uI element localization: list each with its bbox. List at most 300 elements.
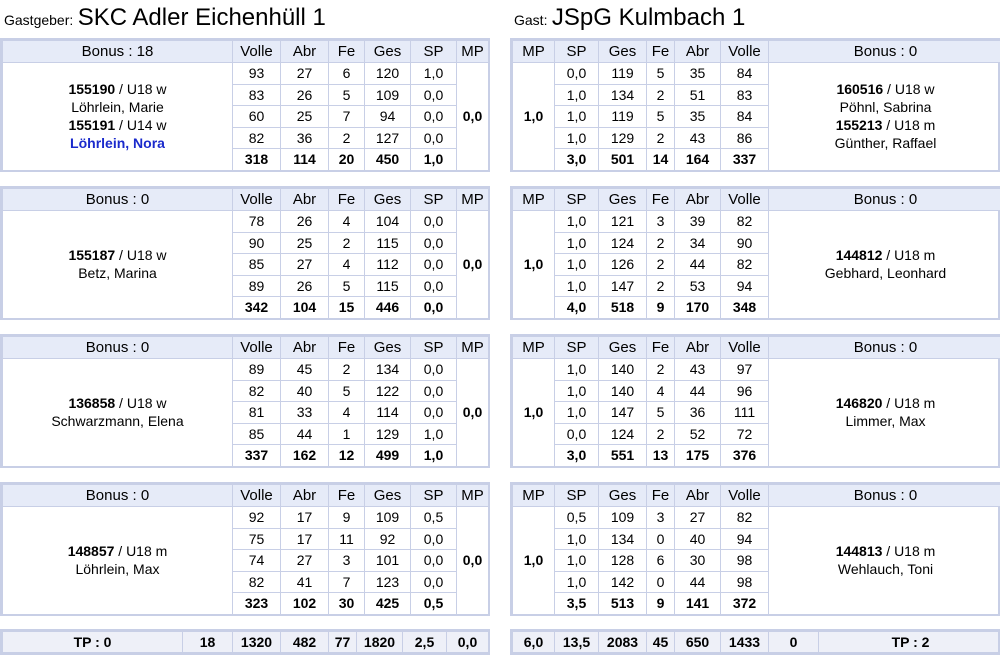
home-bonus: Bonus : 18 (3, 41, 233, 63)
cell-abr: 51 (675, 84, 721, 106)
player-id: 160516 (836, 81, 884, 98)
guest-header-row (513, 337, 1000, 359)
cell-fe: 2 (647, 127, 675, 149)
cell-abr: 170 (675, 297, 721, 319)
cell-volle: 83 (233, 84, 281, 106)
cell-fe: 9 (647, 297, 675, 319)
cell-volle: 96 (721, 380, 769, 402)
cell-volle: 82 (721, 254, 769, 276)
cell-fe: 7 (329, 571, 365, 593)
cell-ges: 499 (365, 445, 411, 467)
guest-player (769, 359, 1000, 467)
cell-volle: 60 (233, 106, 281, 128)
cell-abr: 39 (675, 211, 721, 233)
col-header-volle: Volle (721, 485, 769, 507)
cell-volle: 84 (721, 106, 769, 128)
home-total-fe: 77 (329, 632, 357, 653)
cell-ges: 121 (599, 211, 647, 233)
cell-abr: 45 (281, 359, 329, 381)
cell-sp: 1,0 (555, 127, 599, 149)
guest-bonus: Bonus : 0 (769, 485, 1000, 507)
home-mp: 0,0 (457, 507, 489, 615)
cell-fe: 4 (329, 254, 365, 276)
cell-sp: 0,5 (411, 507, 457, 529)
cell-fe: 0 (647, 528, 675, 550)
cell-ges: 147 (599, 275, 647, 297)
player-id-line (769, 394, 1000, 412)
home-label: Gastgeber: (4, 12, 74, 28)
player-id-line (3, 116, 232, 134)
col-header-mp: MP (513, 485, 555, 507)
player-class: / U18 m (882, 117, 936, 134)
player-name: Günther, Raffael (834, 135, 937, 152)
player-id: 136858 (68, 395, 116, 412)
col-header-mp: MP (513, 189, 555, 211)
cell-ges: 104 (365, 211, 411, 233)
player-name: Löhrlein, Max (75, 561, 160, 578)
cell-abr: 44 (675, 254, 721, 276)
cell-ges: 518 (599, 297, 647, 319)
guest-total-bonus: 0 (769, 632, 819, 653)
cell-abr: 43 (675, 359, 721, 381)
home-block (0, 38, 490, 172)
cell-volle: 90 (721, 232, 769, 254)
col-header-ges: Ges (365, 485, 411, 507)
player-class: / U18 w (115, 81, 167, 98)
cell-fe: 9 (647, 593, 675, 615)
col-header-fe: Fe (647, 41, 675, 63)
cell-abr: 35 (675, 63, 721, 85)
col-header-sp: SP (555, 189, 599, 211)
cell-abr: 17 (281, 507, 329, 529)
cell-sp: 0,0 (411, 380, 457, 402)
cell-fe: 9 (329, 507, 365, 529)
cell-sp: 1,0 (555, 359, 599, 381)
cell-ges: 123 (365, 571, 411, 593)
player-name: Pöhnl, Sabrina (839, 99, 932, 116)
cell-fe: 5 (647, 402, 675, 424)
cell-fe: 5 (647, 106, 675, 128)
player-id: 155213 (835, 117, 883, 134)
player-name: Löhrlein, Nora (70, 135, 165, 152)
home-score-table (2, 484, 489, 615)
cell-abr: 27 (281, 63, 329, 85)
col-header-sp: SP (411, 189, 457, 211)
col-header-ges: Ges (365, 337, 411, 359)
player-id: 155190 (68, 81, 116, 98)
guest-block (510, 186, 1000, 320)
cell-volle: 82 (233, 127, 281, 149)
cell-sp: 1,0 (555, 571, 599, 593)
cell-sp: 1,0 (555, 275, 599, 297)
cell-sp: 1,0 (411, 63, 457, 85)
col-header-volle: Volle (721, 41, 769, 63)
home-bonus: Bonus : 0 (3, 485, 233, 507)
col-header-volle: Volle (233, 485, 281, 507)
cell-fe: 5 (647, 63, 675, 85)
cell-fe: 5 (329, 275, 365, 297)
cell-fe: 6 (647, 550, 675, 572)
cell-fe: 2 (647, 254, 675, 276)
cell-abr: 17 (281, 528, 329, 550)
cell-volle: 81 (233, 402, 281, 424)
guest-mp: 1,0 (513, 359, 555, 467)
guest-block (510, 482, 1000, 616)
cell-fe: 30 (329, 593, 365, 615)
cell-ges: 119 (599, 63, 647, 85)
cell-volle: 85 (233, 254, 281, 276)
home-team-name: SKC Adler Eichenhüll 1 (77, 4, 326, 31)
cell-ges: 134 (365, 359, 411, 381)
cell-abr: 40 (675, 528, 721, 550)
col-header-fe: Fe (647, 189, 675, 211)
cell-abr: 141 (675, 593, 721, 615)
cell-abr: 30 (675, 550, 721, 572)
cell-ges: 109 (365, 507, 411, 529)
cell-ges: 94 (365, 106, 411, 128)
cell-ges: 551 (599, 445, 647, 467)
cell-sp: 3,0 (555, 149, 599, 171)
player-id-line (3, 394, 232, 412)
cell-volle: 89 (233, 359, 281, 381)
cell-volle: 84 (721, 63, 769, 85)
guest-total-abr: 650 (675, 632, 721, 653)
col-header-ges: Ges (599, 337, 647, 359)
cell-sp: 4,0 (555, 297, 599, 319)
col-header-sp: SP (411, 485, 457, 507)
guest-mp: 1,0 (513, 63, 555, 171)
cell-abr: 41 (281, 571, 329, 593)
player-id: 155191 (68, 117, 116, 134)
cell-volle: 82 (721, 211, 769, 233)
cell-sp: 1,0 (555, 254, 599, 276)
cell-volle: 376 (721, 445, 769, 467)
col-header-ges: Ges (365, 41, 411, 63)
lane-row (3, 211, 489, 233)
cell-ges: 513 (599, 593, 647, 615)
home-total-volle: 1320 (233, 632, 281, 653)
player-class: / U18 w (883, 81, 935, 98)
home-score-table (2, 40, 489, 171)
cell-abr: 102 (281, 593, 329, 615)
cell-ges: 450 (365, 149, 411, 171)
cell-fe: 1 (329, 423, 365, 445)
cell-sp: 0,5 (555, 507, 599, 529)
cell-volle: 98 (721, 571, 769, 593)
cell-abr: 162 (281, 445, 329, 467)
player-id-line (769, 116, 1000, 134)
guest-total-ges: 2083 (599, 632, 647, 653)
col-header-volle: Volle (233, 189, 281, 211)
home-mp: 0,0 (457, 63, 489, 171)
home-block (0, 186, 490, 320)
guest-total-fe: 45 (647, 632, 675, 653)
guest-totals (510, 629, 1000, 655)
cell-ges: 140 (599, 359, 647, 381)
cell-fe: 2 (647, 423, 675, 445)
cell-abr: 44 (675, 380, 721, 402)
cell-volle: 372 (721, 593, 769, 615)
home-player (3, 211, 233, 319)
cell-fe: 20 (329, 149, 365, 171)
cell-fe: 12 (329, 445, 365, 467)
col-header-mp: MP (513, 337, 555, 359)
cell-ges: 134 (599, 84, 647, 106)
cell-abr: 26 (281, 275, 329, 297)
player-class: / U18 m (882, 247, 936, 264)
cell-abr: 164 (675, 149, 721, 171)
guest-player (769, 211, 1000, 319)
cell-fe: 2 (647, 275, 675, 297)
cell-volle: 94 (721, 275, 769, 297)
cell-abr: 175 (675, 445, 721, 467)
guest-mp: 1,0 (513, 211, 555, 319)
col-header-fe: Fe (329, 189, 365, 211)
cell-ges: 109 (365, 84, 411, 106)
col-header-sp: SP (411, 337, 457, 359)
cell-fe: 11 (329, 528, 365, 550)
player-class: / U18 m (882, 395, 936, 412)
cell-sp: 0,0 (411, 359, 457, 381)
guest-bonus: Bonus : 0 (769, 41, 1000, 63)
player-id-line (769, 80, 1000, 98)
home-bonus: Bonus : 0 (3, 337, 233, 359)
cell-volle: 97 (721, 359, 769, 381)
cell-sp: 1,0 (555, 550, 599, 572)
cell-ges: 101 (365, 550, 411, 572)
col-header-sp: SP (555, 41, 599, 63)
cell-fe: 2 (329, 127, 365, 149)
cell-ges: 109 (599, 507, 647, 529)
cell-ges: 425 (365, 593, 411, 615)
lane-row (513, 211, 1000, 233)
guest-block (510, 38, 1000, 172)
cell-ges: 122 (365, 380, 411, 402)
col-header-abr: Abr (281, 189, 329, 211)
home-player (3, 507, 233, 615)
col-header-abr: Abr (281, 485, 329, 507)
player-class: / U14 w (115, 117, 167, 134)
cell-volle: 90 (233, 232, 281, 254)
cell-ges: 129 (599, 127, 647, 149)
home-total-mp: 0,0 (447, 632, 489, 653)
cell-abr: 52 (675, 423, 721, 445)
guest-header-row (513, 41, 1000, 63)
cell-abr: 34 (675, 232, 721, 254)
cell-sp: 0,0 (411, 550, 457, 572)
col-header-ges: Ges (599, 485, 647, 507)
cell-ges: 124 (599, 232, 647, 254)
cell-volle: 82 (233, 380, 281, 402)
player-id: 144813 (835, 543, 883, 560)
cell-sp: 1,0 (411, 445, 457, 467)
cell-sp: 1,0 (411, 149, 457, 171)
player-name: Betz, Marina (78, 265, 157, 282)
col-header-ges: Ges (599, 189, 647, 211)
col-header-fe: Fe (647, 485, 675, 507)
cell-volle: 89 (233, 275, 281, 297)
cell-sp: 0,0 (411, 297, 457, 319)
col-header-fe: Fe (329, 485, 365, 507)
guest-bonus: Bonus : 0 (769, 337, 1000, 359)
cell-sp: 1,0 (555, 84, 599, 106)
cell-volle: 82 (233, 571, 281, 593)
cell-fe: 2 (329, 359, 365, 381)
cell-abr: 25 (281, 106, 329, 128)
home-player (3, 63, 233, 171)
cell-fe: 2 (329, 232, 365, 254)
cell-sp: 0,0 (411, 232, 457, 254)
cell-sp: 0,0 (411, 275, 457, 297)
cell-volle: 92 (233, 507, 281, 529)
home-total-abr: 482 (281, 632, 329, 653)
col-header-abr: Abr (675, 485, 721, 507)
player-class: / U18 w (115, 395, 167, 412)
cell-ges: 115 (365, 275, 411, 297)
lane-row (513, 63, 1000, 85)
guest-score-table (512, 40, 1000, 171)
col-header-sp: SP (411, 41, 457, 63)
cell-ges: 120 (365, 63, 411, 85)
col-header-abr: Abr (675, 41, 721, 63)
player-id: 148857 (67, 543, 115, 560)
guest-team-name: JSpG Kulmbach 1 (551, 4, 746, 31)
cell-sp: 0,0 (411, 402, 457, 424)
home-header-row (3, 41, 489, 63)
lane-row (3, 359, 489, 381)
col-header-volle: Volle (721, 189, 769, 211)
cell-sp: 0,0 (411, 254, 457, 276)
cell-abr: 43 (675, 127, 721, 149)
home-block (0, 482, 490, 616)
player-name: Gebhard, Leonhard (824, 265, 947, 282)
guest-player (769, 507, 1000, 615)
cell-volle: 74 (233, 550, 281, 572)
cell-ges: 124 (599, 423, 647, 445)
player-id-line (3, 542, 232, 560)
cell-volle: 342 (233, 297, 281, 319)
cell-volle: 323 (233, 593, 281, 615)
cell-abr: 27 (281, 550, 329, 572)
cell-volle: 93 (233, 63, 281, 85)
home-header-row (3, 189, 489, 211)
col-header-mp: MP (513, 41, 555, 63)
col-header-volle: Volle (233, 41, 281, 63)
cell-fe: 4 (329, 211, 365, 233)
col-header-mp: MP (457, 41, 489, 63)
cell-sp: 0,0 (411, 106, 457, 128)
cell-sp: 0,0 (411, 84, 457, 106)
player-name: Löhrlein, Marie (71, 99, 164, 116)
cell-abr: 27 (675, 507, 721, 529)
cell-fe: 14 (647, 149, 675, 171)
player-id-line (769, 246, 1000, 264)
cell-ges: 129 (365, 423, 411, 445)
player-id: 155187 (68, 247, 116, 264)
cell-sp: 1,0 (555, 402, 599, 424)
cell-fe: 6 (329, 63, 365, 85)
cell-sp: 0,0 (555, 423, 599, 445)
cell-sp: 1,0 (555, 232, 599, 254)
cell-abr: 53 (675, 275, 721, 297)
col-header-mp: MP (457, 337, 489, 359)
player-id: 146820 (835, 395, 883, 412)
player-id-line (3, 80, 232, 98)
cell-fe: 15 (329, 297, 365, 319)
cell-ges: 128 (599, 550, 647, 572)
cell-volle: 75 (233, 528, 281, 550)
home-header-row (3, 337, 489, 359)
cell-abr: 25 (281, 232, 329, 254)
player-name: Schwarzmann, Elena (51, 413, 184, 430)
col-header-abr: Abr (281, 337, 329, 359)
cell-ges: 127 (365, 127, 411, 149)
cell-ges: 114 (365, 402, 411, 424)
home-header-row (3, 485, 489, 507)
col-header-fe: Fe (329, 337, 365, 359)
cell-ges: 147 (599, 402, 647, 424)
cell-sp: 0,0 (411, 127, 457, 149)
player-id-line (3, 246, 232, 264)
cell-fe: 2 (647, 84, 675, 106)
cell-fe: 4 (329, 402, 365, 424)
cell-fe: 5 (329, 84, 365, 106)
home-total-bonus: 18 (183, 632, 233, 653)
col-header-volle: Volle (233, 337, 281, 359)
cell-sp: 0,0 (555, 63, 599, 85)
cell-ges: 140 (599, 380, 647, 402)
cell-volle: 85 (233, 423, 281, 445)
lane-row (513, 507, 1000, 529)
cell-ges: 142 (599, 571, 647, 593)
guest-score-table (512, 484, 1000, 615)
cell-sp: 0,0 (411, 571, 457, 593)
cell-fe: 5 (329, 380, 365, 402)
home-score-table (2, 336, 489, 467)
cell-abr: 33 (281, 402, 329, 424)
col-header-fe: Fe (647, 337, 675, 359)
col-header-mp: MP (457, 189, 489, 211)
cell-volle: 94 (721, 528, 769, 550)
cell-abr: 26 (281, 211, 329, 233)
cell-sp: 3,0 (555, 445, 599, 467)
col-header-abr: Abr (675, 337, 721, 359)
cell-abr: 35 (675, 106, 721, 128)
home-total-tp: TP : 0 (3, 632, 183, 653)
player-class: / U18 w (115, 247, 167, 264)
cell-fe: 3 (647, 211, 675, 233)
home-total-ges: 1820 (357, 632, 403, 653)
home-player (3, 359, 233, 467)
cell-abr: 114 (281, 149, 329, 171)
guest-team-title (514, 4, 745, 34)
col-header-ges: Ges (599, 41, 647, 63)
lane-row (3, 63, 489, 85)
cell-sp: 0,5 (411, 593, 457, 615)
guest-label: Gast: (514, 12, 548, 28)
home-mp: 0,0 (457, 211, 489, 319)
guest-score-table (512, 336, 1000, 467)
player-name: Limmer, Max (845, 413, 926, 430)
lane-row (3, 507, 489, 529)
cell-abr: 104 (281, 297, 329, 319)
home-total-sp: 2,5 (403, 632, 447, 653)
cell-sp: 0,0 (411, 211, 457, 233)
guest-total-tp: TP : 2 (819, 632, 1000, 653)
cell-sp: 1,0 (555, 380, 599, 402)
cell-ges: 92 (365, 528, 411, 550)
cell-abr: 40 (281, 380, 329, 402)
